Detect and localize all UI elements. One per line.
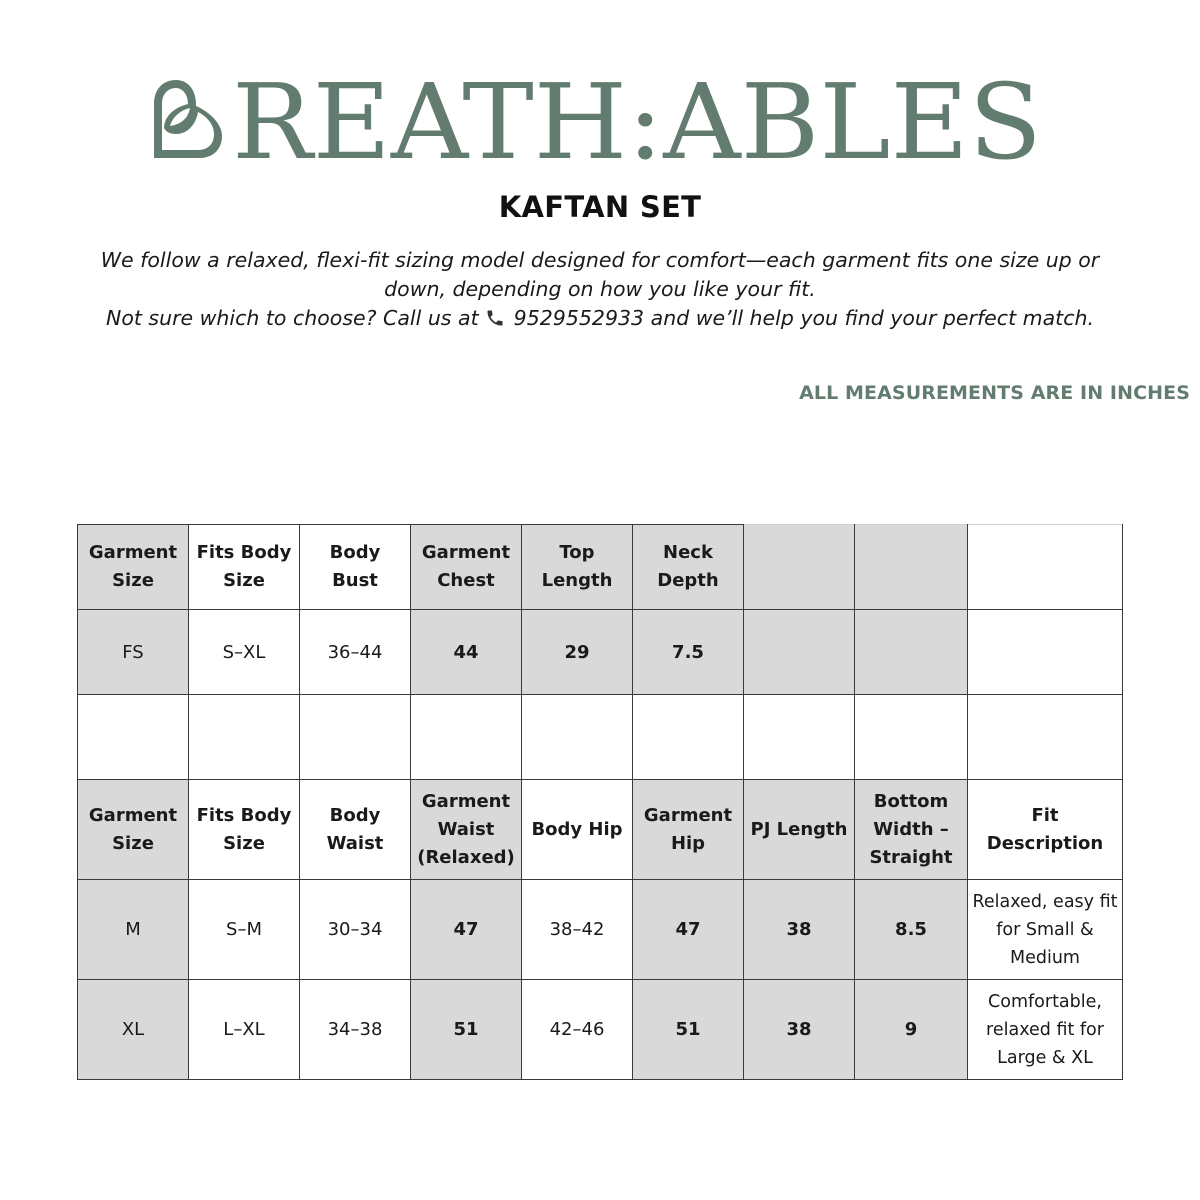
table-row: [78, 880, 1123, 980]
brand-logo: [152, 78, 1052, 162]
header-cell: Garment Waist (Relaxed): [411, 780, 522, 880]
empty-cell: [744, 695, 855, 780]
table-cell: 29: [522, 610, 633, 695]
bottom-table-header-row: [78, 780, 1123, 880]
table-cell: 7.5: [633, 610, 744, 695]
fit-description-cell: Comfortable, relaxed fit for Large & XL: [968, 980, 1123, 1080]
svg-text:REATH:ABLES: REATH:ABLES: [232, 78, 1042, 162]
header-cell: Fits Body Size: [189, 780, 300, 880]
header-cell: Garment Size: [78, 525, 189, 610]
header-cell: Garment Hip: [633, 780, 744, 880]
header-cell: Body Hip: [522, 780, 633, 880]
header-cell: Garment Chest: [411, 525, 522, 610]
empty-cell: [633, 695, 744, 780]
empty-cell: [189, 695, 300, 780]
fit-description-cell: Relaxed, easy fit for Small & Medium: [968, 880, 1123, 980]
intro-line-2: down, depending on how you like your fit.: [384, 277, 816, 301]
table-cell: M: [78, 880, 189, 980]
table-cell: 30–34: [300, 880, 411, 980]
phone-icon: [485, 308, 505, 328]
table-cell: 51: [633, 980, 744, 1080]
table-cell: 38: [744, 980, 855, 1080]
table-cell: 38–42: [522, 880, 633, 980]
table-cell: S–M: [189, 880, 300, 980]
header-cell: [855, 525, 968, 610]
page-title: KAFTAN SET: [498, 190, 702, 224]
table-cell: 51: [411, 980, 522, 1080]
size-chart: [77, 524, 1123, 1080]
empty-cell: [78, 695, 189, 780]
table-cell: S–XL: [189, 610, 300, 695]
table-row: [78, 980, 1123, 1080]
table-cell: 9: [855, 980, 968, 1080]
header-cell: Fit Description: [968, 780, 1123, 880]
table-row: [78, 610, 1123, 695]
header-cell: Neck Depth: [633, 525, 744, 610]
table-cell: [855, 610, 968, 695]
empty-cell: [855, 695, 968, 780]
intro-line-3-post: and we’ll help you find your perfect match.: [650, 306, 1094, 330]
intro-line-3-pre: Not sure which to choose? Call us at: [106, 306, 479, 330]
empty-cell: [300, 695, 411, 780]
header-cell: PJ Length: [744, 780, 855, 880]
empty-cell: [411, 695, 522, 780]
table-cell: 36–44: [300, 610, 411, 695]
header-cell: Body Bust: [300, 525, 411, 610]
phone-number[interactable]: 9529552933: [513, 306, 645, 330]
spacer-row: [78, 695, 1123, 780]
header-cell: Top Length: [522, 525, 633, 610]
table-cell: 44: [411, 610, 522, 695]
table-cell: XL: [78, 980, 189, 1080]
header-cell: [744, 525, 855, 610]
table-cell: 42–46: [522, 980, 633, 1080]
header-cell: Body Waist: [300, 780, 411, 880]
header-cell: Garment Size: [78, 780, 189, 880]
header-cell: Fits Body Size: [189, 525, 300, 610]
units-note: ALL MEASUREMENTS ARE IN INCHES: [799, 382, 1190, 404]
top-table-header-row: [78, 525, 1123, 610]
intro-paragraph: [60, 246, 1140, 333]
header-cell: Bottom Width – Straight: [855, 780, 968, 880]
empty-cell: [522, 695, 633, 780]
table-cell: FS: [78, 610, 189, 695]
empty-cell: [968, 695, 1123, 780]
table-cell: L–XL: [189, 980, 300, 1080]
header-cell: [968, 525, 1123, 610]
table-cell: 47: [633, 880, 744, 980]
table-cell: [968, 610, 1123, 695]
table-cell: 8.5: [855, 880, 968, 980]
table-cell: 34–38: [300, 980, 411, 1080]
table-cell: 38: [744, 880, 855, 980]
leaf-heart-b-icon: [152, 78, 1052, 162]
table-cell: 47: [411, 880, 522, 980]
intro-line-3: [60, 304, 1140, 333]
table-cell: [744, 610, 855, 695]
intro-line-1: We follow a relaxed, flexi-fit sizing model designed for comfort—each garment fits one size up or: [100, 248, 1100, 272]
